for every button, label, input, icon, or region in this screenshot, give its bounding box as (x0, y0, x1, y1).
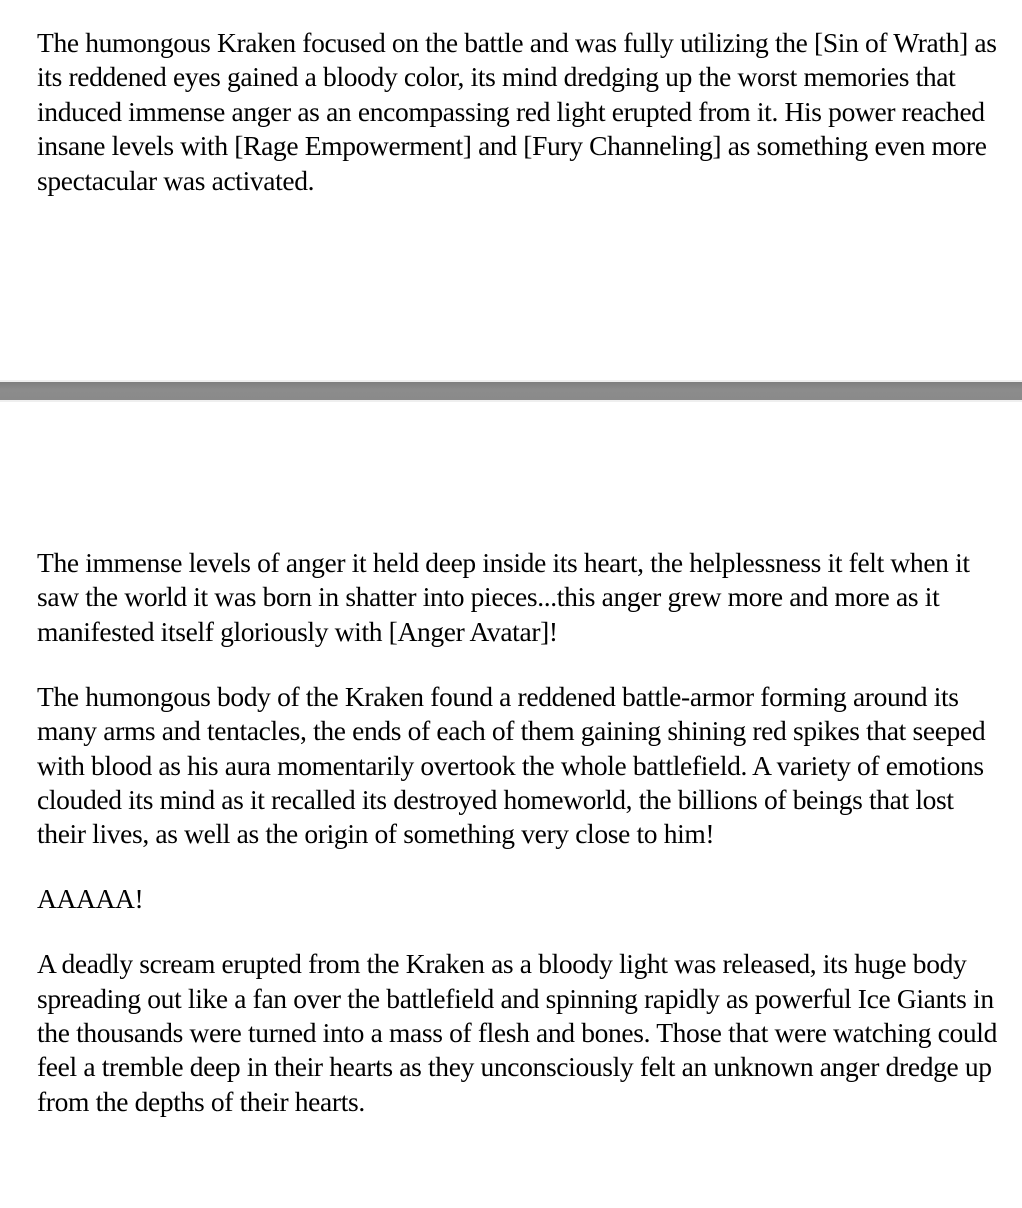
page-divider (0, 380, 1022, 402)
paragraph: A deadly scream erupted from the Kraken as a bloody light was released, its huge body spreading out like a fan over the battlefield and spinning rapidly as powerful Ice Giants in the thousands were turned into a mass of flesh and bones. Those that were watching could feel a tremble deep in their hearts as they unconsciously felt an unknown anger dredge up from the depths of their hearts. (37, 948, 997, 1117)
bottom-text-section (37, 546, 997, 1119)
paragraph: The humongous body of the Kraken found a reddened battle-armor forming around its many arms and tentacles, the ends of each of them gaining shining red spikes that seeped with blood as his aura momentarily overtook the whole battlefield. A variety of emotions clouded its mind as it recalled its destroyed homeworld, the billions of beings that lost their lives, as well as the origin of something very close to him! (37, 680, 986, 850)
top-text-section (37, 26, 997, 198)
paragraph: AAAAA! (37, 883, 144, 915)
divider-bar (0, 382, 1022, 400)
paragraph: The humongous Kraken focused on the battle and was fully utilizing the [Sin of Wrath] as its reddened eyes gained a bloody color, its mind dredging up the worst memories that induced immense anger as an encompassing red light erupted from it. His power reached insane levels with [Rage Empowerment] and [Fury Channeling] as something even more spectacular was activated. (37, 27, 997, 196)
paragraph: The immense levels of anger it held deep inside its heart, the helplessness it felt when it saw the world it was born in shatter into pieces...this anger grew more and more as it manifested itself gloriously with [Anger Avatar]! (37, 547, 970, 647)
